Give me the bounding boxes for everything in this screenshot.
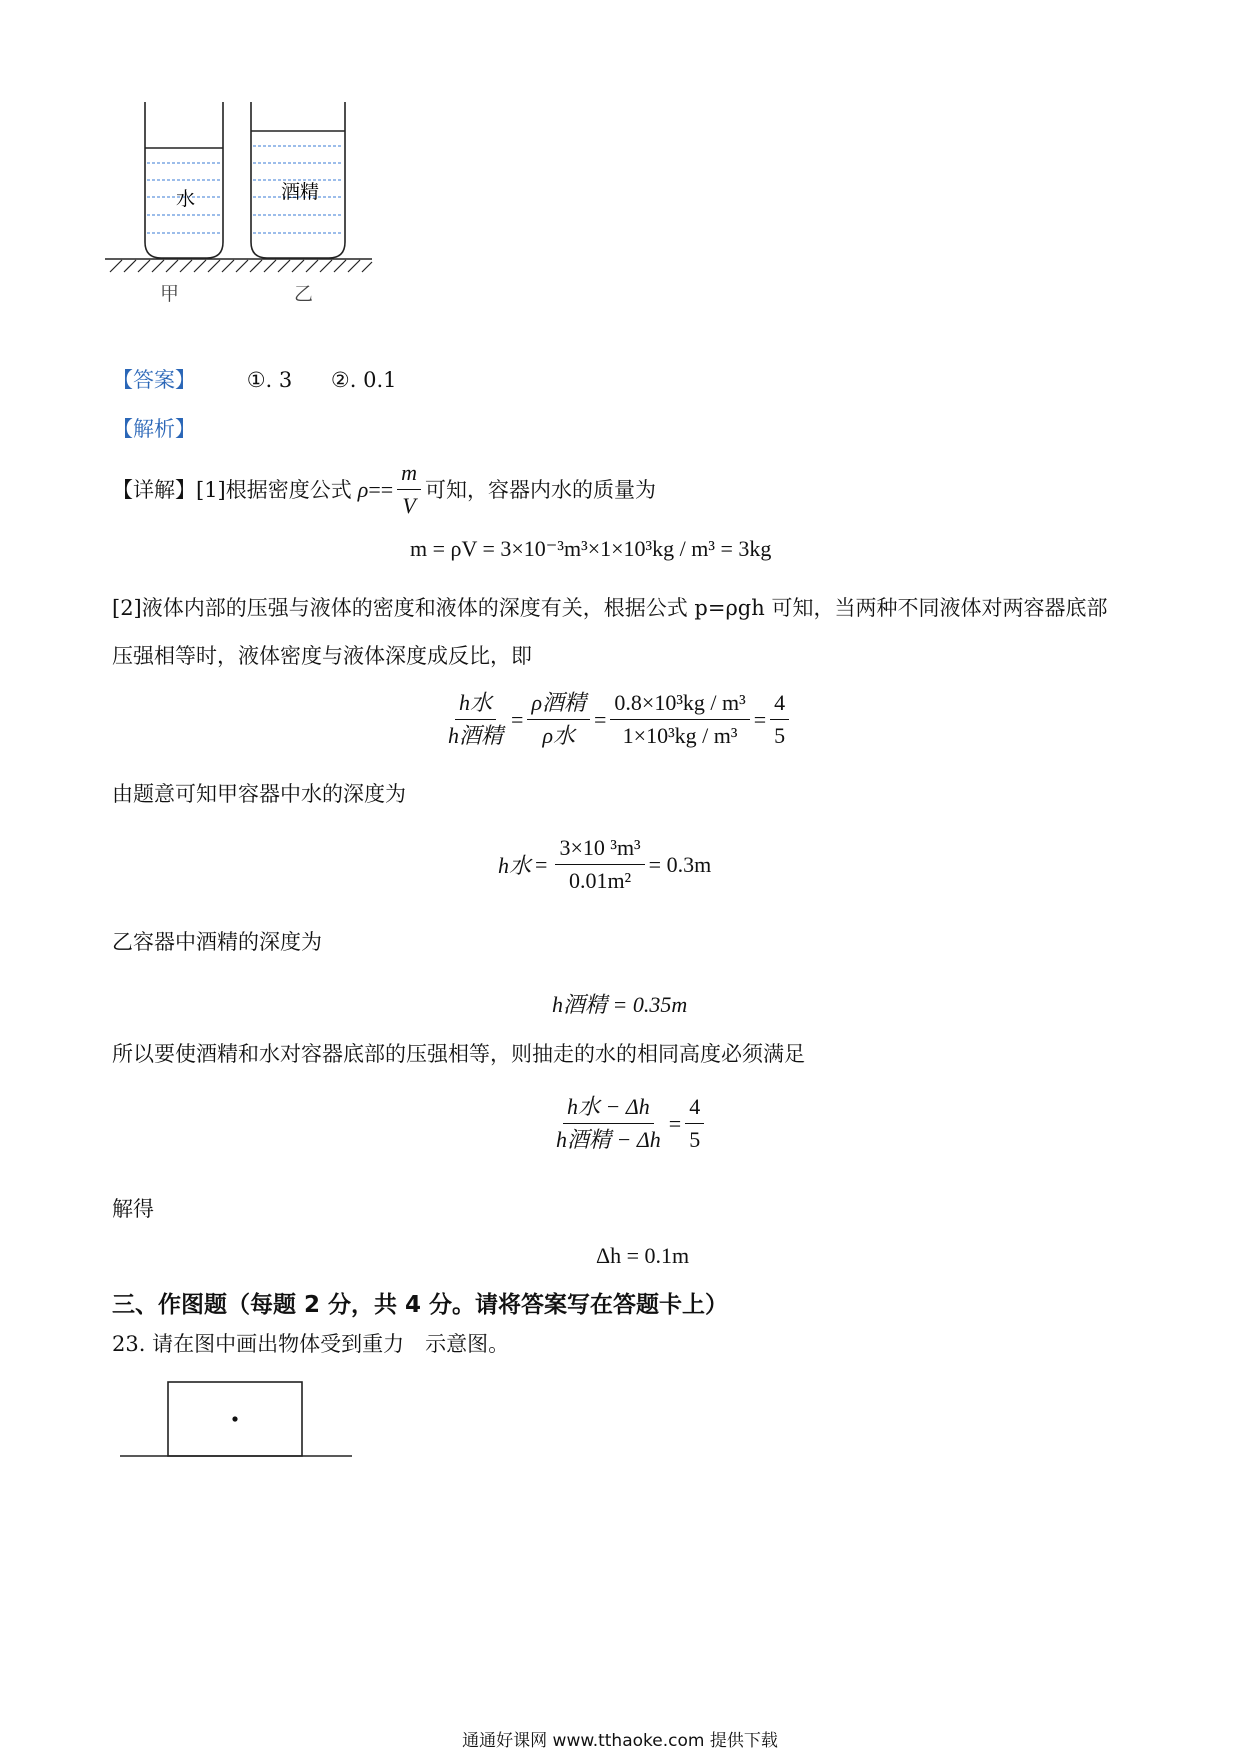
water-volume: 3×10 ³m³ xyxy=(555,835,644,865)
h-water-lhs: h水 xyxy=(498,853,532,878)
delta-ratio-den: 5 xyxy=(689,1127,701,1152)
question-23: 23. 请在图中画出物体受到重力 示意图。 xyxy=(112,1332,510,1356)
line-5: 所以要使酒精和水对容器底部的压强相等，则抽走的水的相同高度必须满足 xyxy=(112,1042,805,1066)
h-water: h水 xyxy=(455,690,496,720)
h-alcohol: h酒精 xyxy=(448,723,504,748)
paragraph-2-line-2: 压强相等时，液体密度与液体深度成反比，即 xyxy=(112,644,532,668)
center-of-gravity-dot xyxy=(232,1416,237,1421)
equation-delta: $\frac{\text{h水 − Δh}}{\text{h酒精 − Δh}}$ = $\frac{4}{5}$ xyxy=(548,1094,708,1153)
volume-symbol: V xyxy=(402,493,416,518)
answer-item-1: ①. 3 xyxy=(246,368,293,392)
analysis-label: 【解析】 xyxy=(112,417,196,441)
rho-alcohol: ρ酒精 xyxy=(527,690,590,720)
equation-mass: m = ρV = 3×10⁻³m³×1×10³kg / m³ = 3kg xyxy=(410,536,772,561)
rho-symbol: ρ xyxy=(357,476,369,502)
equation-water-depth: h水 = $\frac{\text{3×10 ³m³}}{\text{0.01m²}}$ = 0.3m xyxy=(498,835,712,893)
paragraph-2-line-1: [2]液体内部的压强与液体的密度和液体的深度有关，根据公式 p=ρgh 可知，当两种不同液体对两容器底部 xyxy=(112,596,1108,620)
ratio-numerator: 4 xyxy=(770,690,789,720)
container-b-label: 乙 xyxy=(294,283,314,305)
footer: 通通好课网 www.tthaoke.com 提供下载 xyxy=(462,1731,778,1751)
equation-ratio: $\frac{\text{h水}}{\text{h酒精}}$ = $\frac{\text{ρ酒精}}{\text{ρ水}}$ = $\frac{\text{0.8×10³kg / m³}}{\text{1×10³kg / m³}}$ = $\frac{4}{5}$ xyxy=(440,690,793,749)
answer-label: 【答案】 xyxy=(112,368,196,392)
detail-suffix: 可知，容器内水的质量为 xyxy=(425,477,657,502)
line-6: 解得 xyxy=(112,1197,154,1221)
water-label: 水 xyxy=(176,188,196,210)
density-fraction xyxy=(397,460,421,519)
container-a-label: 甲 xyxy=(160,283,180,305)
detail-prefix: 【详解】[1]根据密度公式 xyxy=(112,477,352,502)
block-figure xyxy=(118,1378,358,1458)
mass-symbol: m xyxy=(397,460,421,490)
line-4: 乙容器中酒精的深度为 xyxy=(112,930,322,954)
section-heading: 三、作图题（每题 2 分，共 4 分。请将答案写在答题卡上） xyxy=(112,1292,729,1318)
equation-alcohol-depth: h酒精 = 0.35m xyxy=(552,992,688,1017)
answer-item-2: ②. 0.1 xyxy=(330,368,397,392)
equals-sign: == xyxy=(368,476,394,502)
alcohol-label: 酒精 xyxy=(281,181,320,203)
water-density-value: 1×10³kg / m³ xyxy=(622,723,738,748)
line-3: 由题意可知甲容器中水的深度为 xyxy=(112,782,406,806)
delta-ratio-num: 4 xyxy=(685,1094,704,1124)
detail-line-1 xyxy=(112,460,656,519)
delta-numerator: h水 − Δh xyxy=(563,1094,654,1124)
ratio-denominator: 5 xyxy=(774,723,786,748)
container-area: 0.01m² xyxy=(568,868,632,893)
rho-water: ρ水 xyxy=(542,723,575,748)
container-figure xyxy=(100,100,430,340)
delta-denominator: h酒精 − Δh xyxy=(556,1127,661,1152)
answer-line xyxy=(112,366,397,394)
equation-result: Δh = 0.1m xyxy=(596,1243,690,1268)
alcohol-density-value: 0.8×10³kg / m³ xyxy=(610,690,749,720)
water-depth-result: = 0.3m xyxy=(648,851,712,877)
